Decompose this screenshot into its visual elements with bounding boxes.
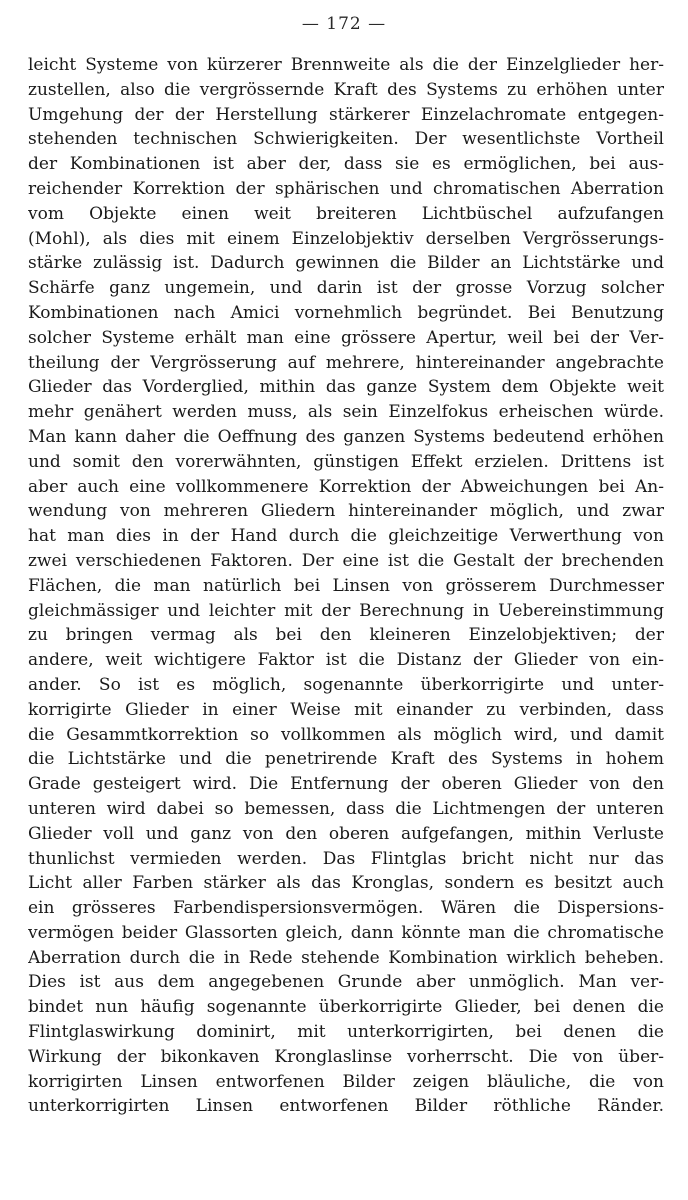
- text-line: Glieder das Vorderglied, mithin das ganze System dem Objekte weit: [28, 377, 664, 398]
- text-line: und somit den vorerwähnten, günstigen Effekt erzielen. Drittens ist: [28, 451, 664, 472]
- text-line: ander. So ist es möglich, sogenannte überkorrigirte und unter-: [28, 674, 664, 695]
- text-line: die Gesammtkorrektion so vollkommen als möglich wird, und damit: [28, 724, 664, 745]
- text-line: Flintglaswirkung dominirt, mit unterkorrigirten, bei denen die: [28, 1022, 664, 1043]
- text-line: Glieder voll und ganz von den oberen aufgefangen, mithin Verluste: [28, 823, 664, 844]
- text-line: die Lichtstärke und die penetrirende Kraft des Systems in hohem: [28, 749, 664, 770]
- text-line: Aberration durch die in Rede stehende Kombination wirklich beheben.: [28, 947, 664, 968]
- text-line: aber auch eine vollkommenere Korrektion der Abweichungen bei An-: [28, 476, 664, 497]
- text-line: theilung der Vergrösserung auf mehrere, hintereinander angebrachte: [28, 352, 664, 373]
- text-line: reichender Korrektion der sphärischen und chromatischen Aberration: [28, 178, 664, 199]
- text-line: korrigirten Linsen entworfenen Bilder zeigen bläuliche, die von: [28, 1071, 664, 1092]
- text-line: stärke zulässig ist. Dadurch gewinnen die Bilder an Lichtstärke und: [28, 253, 664, 274]
- text-line: der Kombinationen ist aber der, dass sie es ermöglichen, bei aus-: [28, 154, 664, 175]
- text-line: Wirkung der bikonkaven Kronglaslinse vorherrscht. Die von über-: [28, 1046, 664, 1067]
- text-line: hat man dies in der Hand durch die gleichzeitige Verwerthung von: [28, 526, 664, 547]
- text-line: (Mohl), als dies mit einem Einzelobjektiv derselben Vergrösserungs-: [28, 228, 664, 249]
- text-line: Licht aller Farben stärker als das Kronglas, sondern es besitzt auch: [28, 873, 664, 894]
- body-text: [28, 53, 664, 1119]
- text-line: Umgehung der der Herstellung stärkerer Einzelachromate entgegen-: [28, 104, 664, 125]
- page-number: — 172 —: [301, 14, 387, 34]
- text-line: leicht Systeme von kürzerer Brennweite als die der Einzelglieder her-: [28, 55, 664, 75]
- text-line: Man kann daher die Oeffnung des ganzen Systems bedeutend erhöhen: [28, 426, 664, 447]
- text-line: Schärfe ganz ungemein, und darin ist der grosse Vorzug solcher: [28, 278, 664, 299]
- text-line: mehr genähert werden muss, als sein Einzelfokus erheischen würde.: [28, 402, 664, 423]
- text-line: bindet nun häufig sogenannte überkorrigirte Glieder, bei denen die: [28, 997, 664, 1018]
- text-line: Kombinationen nach Amici vornehmlich begründet. Bei Benutzung: [28, 302, 664, 323]
- text-line: vom Objekte einen weit breiteren Lichtbüschel aufzufangen: [28, 203, 664, 224]
- text-line: ein grösseres Farbendispersionsvermögen. Wären die Dispersions-: [28, 898, 664, 919]
- text-line: Dies ist aus dem angegebenen Grunde aber unmöglich. Man ver-: [28, 972, 664, 993]
- text-line: gleichmässiger und leichter mit der Berechnung in Uebereinstimmung: [28, 600, 664, 621]
- text-line: thunlichst vermieden werden. Das Flintglas bricht nicht nur das: [28, 848, 664, 869]
- text-line: zustellen, also die vergrössernde Kraft des Systems zu erhöhen unter: [28, 79, 664, 100]
- text-line: Flächen, die man natürlich bei Linsen von grösserem Durchmesser: [28, 575, 664, 596]
- text-line: vermögen beider Glassorten gleich, dann könnte man die chromatische: [28, 922, 664, 943]
- text-line: korrigirte Glieder in einer Weise mit einander zu verbinden, dass: [28, 699, 664, 720]
- text-line: andere, weit wichtigere Faktor ist die Distanz der Glieder von ein-: [28, 650, 664, 671]
- text-line: unteren wird dabei so bemessen, dass die Lichtmengen der unteren: [28, 798, 664, 819]
- text-line: solcher Systeme erhält man eine grössere Apertur, weil bei der Ver-: [28, 327, 664, 348]
- text-line: Grade gesteigert wird. Die Entfernung der oberen Glieder von den: [28, 774, 664, 795]
- text-line: wendung von mehreren Gliedern hintereinander möglich, und zwar: [28, 501, 664, 522]
- text-line: stehenden technischen Schwierigkeiten. Der wesentlichste Vortheil: [28, 129, 664, 150]
- text-line: zu bringen vermag als bei den kleineren Einzelobjektiven; der: [28, 625, 664, 646]
- text-line: zwei verschiedenen Faktoren. Der eine ist die Gestalt der brechenden: [28, 550, 664, 571]
- text-line: unterkorrigirten Linsen entworfenen Bilder röthliche Ränder.: [28, 1096, 664, 1117]
